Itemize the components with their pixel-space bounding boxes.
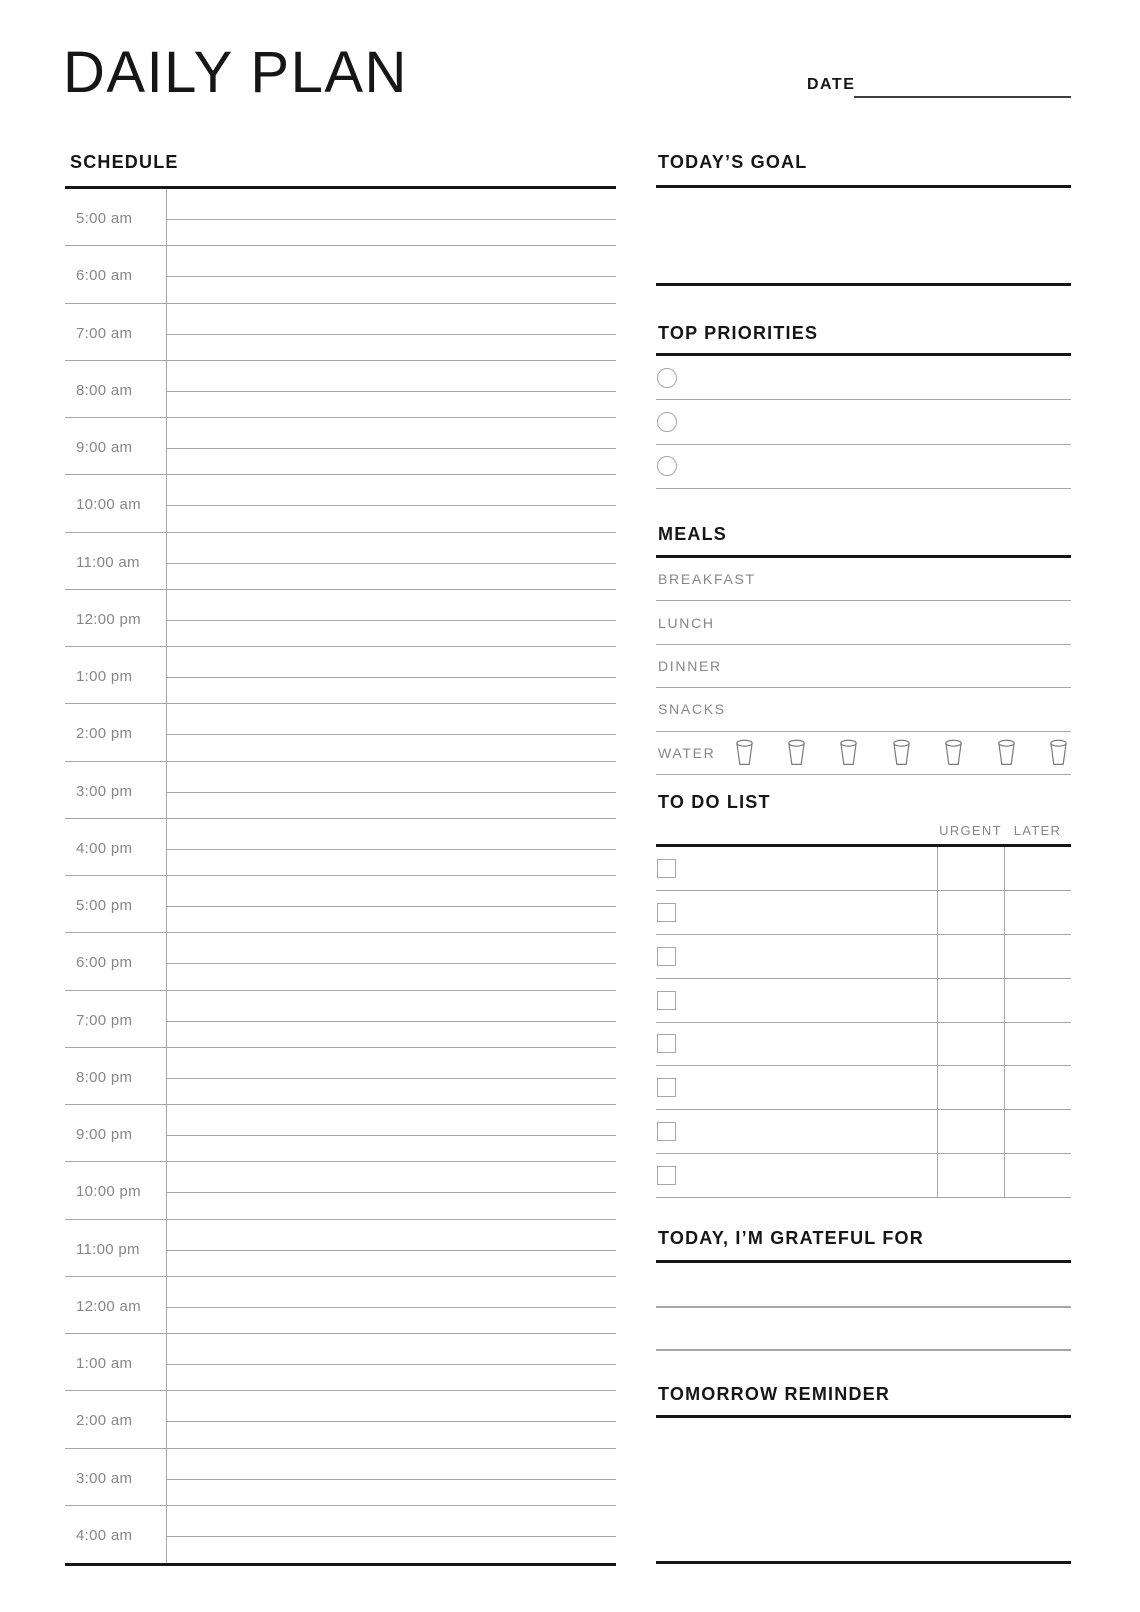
- schedule-writing-line[interactable]: [166, 505, 616, 506]
- schedule-row[interactable]: [65, 1449, 616, 1506]
- meal-label: DINNER: [658, 657, 722, 674]
- todo-row[interactable]: [656, 1023, 1071, 1067]
- meal-label: LUNCH: [658, 614, 715, 631]
- water-cup-icon[interactable]: [996, 739, 1017, 766]
- time-label: 8:00 pm: [76, 1068, 133, 1086]
- schedule-writing-line[interactable]: [166, 448, 616, 449]
- meal-row[interactable]: [656, 558, 1071, 601]
- schedule-writing-line[interactable]: [166, 276, 616, 277]
- priorities-list: [656, 356, 1071, 489]
- todo-checkbox[interactable]: [657, 1034, 676, 1053]
- todo-row[interactable]: [656, 935, 1071, 979]
- time-label: 3:00 pm: [76, 782, 133, 800]
- reminder-heading: TOMORROW REMINDER: [658, 1384, 891, 1404]
- schedule-row[interactable]: [65, 189, 616, 246]
- goal-input-area[interactable]: [656, 188, 1071, 283]
- todo-table: [656, 847, 1071, 1198]
- reminder-input-area[interactable]: [656, 1418, 1071, 1561]
- meal-row[interactable]: [656, 645, 1071, 688]
- schedule-writing-line[interactable]: [166, 1135, 616, 1136]
- time-label: 10:00 am: [76, 496, 141, 514]
- schedule-writing-line[interactable]: [166, 391, 616, 392]
- priority-row[interactable]: [656, 400, 1071, 444]
- schedule-row[interactable]: [65, 1220, 616, 1277]
- schedule-row[interactable]: [65, 361, 616, 418]
- water-label: WATER: [658, 744, 716, 761]
- meal-row[interactable]: [656, 688, 1071, 731]
- schedule-writing-line[interactable]: [166, 620, 616, 621]
- schedule-writing-line[interactable]: [166, 1192, 616, 1193]
- schedule-row[interactable]: [65, 1334, 616, 1391]
- todo-heading: TO DO LIST: [658, 792, 771, 812]
- todo-row[interactable]: [656, 1066, 1071, 1110]
- schedule-writing-line[interactable]: [166, 1021, 616, 1022]
- meals-heading: MEALS: [658, 524, 727, 544]
- schedule-writing-line[interactable]: [166, 1536, 616, 1537]
- priorities-heading: TOP PRIORITIES: [658, 323, 819, 343]
- date-label: DATE: [807, 76, 856, 93]
- time-label: 4:00 pm: [76, 839, 133, 857]
- schedule-writing-line[interactable]: [166, 1364, 616, 1365]
- schedule-row[interactable]: [65, 475, 616, 532]
- priority-circle-icon[interactable]: [657, 368, 677, 388]
- schedule-writing-line[interactable]: [166, 792, 616, 793]
- schedule-writing-line[interactable]: [166, 906, 616, 907]
- grateful-writing-line[interactable]: [656, 1349, 1071, 1351]
- water-cup-icon[interactable]: [838, 739, 859, 766]
- water-cup-icon[interactable]: [734, 739, 755, 766]
- time-label: 11:00 pm: [76, 1240, 140, 1258]
- todo-checkbox[interactable]: [657, 1078, 676, 1097]
- time-label: 2:00 pm: [76, 725, 133, 743]
- schedule-row[interactable]: [65, 246, 616, 303]
- todo-later-column-line: [1004, 847, 1005, 1198]
- schedule-row[interactable]: [65, 819, 616, 876]
- water-cups-tracker: [734, 739, 1070, 766]
- schedule-heading: SCHEDULE: [70, 152, 179, 172]
- time-label: 12:00 pm: [76, 610, 141, 628]
- schedule-row[interactable]: [65, 876, 616, 933]
- schedule-writing-line[interactable]: [166, 1078, 616, 1079]
- todo-checkbox[interactable]: [657, 947, 676, 966]
- time-label: 9:00 am: [76, 439, 133, 457]
- schedule-writing-line[interactable]: [166, 1250, 616, 1251]
- time-label: 9:00 pm: [76, 1126, 133, 1144]
- grateful-heading: TODAY, I’M GRATEFUL FOR: [658, 1228, 924, 1248]
- schedule-writing-line[interactable]: [166, 219, 616, 220]
- time-label: 2:00 am: [76, 1412, 133, 1430]
- schedule-row[interactable]: [65, 991, 616, 1048]
- schedule-row[interactable]: [65, 1162, 616, 1219]
- todo-column-urgent: URGENT: [939, 823, 1002, 838]
- priority-circle-icon[interactable]: [657, 456, 677, 476]
- schedule-row[interactable]: [65, 1105, 616, 1162]
- schedule-row[interactable]: [65, 590, 616, 647]
- schedule-writing-line[interactable]: [166, 1307, 616, 1308]
- schedule-writing-line[interactable]: [166, 963, 616, 964]
- time-label: 6:00 am: [76, 267, 133, 285]
- todo-row[interactable]: [656, 979, 1071, 1023]
- schedule-row[interactable]: [65, 933, 616, 990]
- time-label: 5:00 am: [76, 210, 133, 228]
- todo-checkbox[interactable]: [657, 1122, 676, 1141]
- schedule-row[interactable]: [65, 704, 616, 761]
- time-label: 10:00 pm: [76, 1183, 141, 1201]
- time-label: 5:00 pm: [76, 897, 133, 915]
- schedule-row[interactable]: [65, 1391, 616, 1448]
- todo-checkbox[interactable]: [657, 903, 676, 922]
- time-label: 6:00 pm: [76, 954, 133, 972]
- schedule-writing-line[interactable]: [166, 1479, 616, 1480]
- todo-row[interactable]: [656, 891, 1071, 935]
- time-label: 1:00 am: [76, 1355, 133, 1373]
- todo-column-later: LATER: [1013, 823, 1062, 838]
- schedule-writing-line[interactable]: [166, 677, 616, 678]
- meal-label: SNACKS: [658, 701, 726, 718]
- right-bottom-rule: [656, 1561, 1071, 1564]
- schedule-row[interactable]: [65, 762, 616, 819]
- time-label: 3:00 am: [76, 1469, 133, 1487]
- schedule-row[interactable]: [65, 1048, 616, 1105]
- schedule-writing-line[interactable]: [166, 334, 616, 335]
- todo-urgent-column-line: [937, 847, 938, 1198]
- meal-row[interactable]: [656, 601, 1071, 644]
- meal-label: BREAKFAST: [658, 571, 756, 588]
- todo-row[interactable]: [656, 1110, 1071, 1154]
- water-cup-icon[interactable]: [891, 739, 912, 766]
- time-label: 12:00 am: [76, 1297, 141, 1315]
- time-label: 8:00 am: [76, 381, 133, 399]
- priority-row[interactable]: [656, 356, 1071, 400]
- schedule-row[interactable]: [65, 1277, 616, 1334]
- goal-heading: TODAY’S GOAL: [658, 152, 808, 172]
- priority-circle-icon[interactable]: [657, 412, 677, 432]
- schedule-writing-line[interactable]: [166, 563, 616, 564]
- time-label: 11:00 am: [76, 553, 140, 571]
- time-label: 1:00 pm: [76, 668, 133, 686]
- water-cup-icon[interactable]: [786, 739, 807, 766]
- time-label: 4:00 am: [76, 1526, 133, 1544]
- water-cup-icon[interactable]: [1048, 739, 1069, 766]
- schedule-writing-line[interactable]: [166, 1421, 616, 1422]
- date-input-line[interactable]: [854, 96, 1071, 98]
- todo-checkbox[interactable]: [657, 1166, 676, 1185]
- grateful-rule: [656, 1260, 1071, 1263]
- meals-list: [656, 558, 1071, 775]
- todo-checkbox[interactable]: [657, 859, 676, 878]
- water-row: [656, 732, 1071, 775]
- grateful-writing-line[interactable]: [656, 1306, 1071, 1308]
- schedule-row[interactable]: [65, 1506, 616, 1563]
- schedule-table: [65, 186, 616, 1566]
- page-title: DAILY PLAN: [63, 40, 408, 105]
- schedule-row[interactable]: [65, 533, 616, 590]
- schedule-writing-line[interactable]: [166, 734, 616, 735]
- todo-checkbox[interactable]: [657, 991, 676, 1010]
- priority-row[interactable]: [656, 445, 1071, 489]
- todo-row[interactable]: [656, 1154, 1071, 1198]
- schedule-row[interactable]: [65, 418, 616, 475]
- water-cup-icon[interactable]: [943, 739, 964, 766]
- schedule-row[interactable]: [65, 304, 616, 361]
- goal-bottom-rule: [656, 283, 1071, 286]
- schedule-row[interactable]: [65, 647, 616, 704]
- time-label: 7:00 am: [76, 324, 133, 342]
- time-label: 7:00 pm: [76, 1011, 133, 1029]
- schedule-writing-line[interactable]: [166, 849, 616, 850]
- todo-row[interactable]: [656, 847, 1071, 891]
